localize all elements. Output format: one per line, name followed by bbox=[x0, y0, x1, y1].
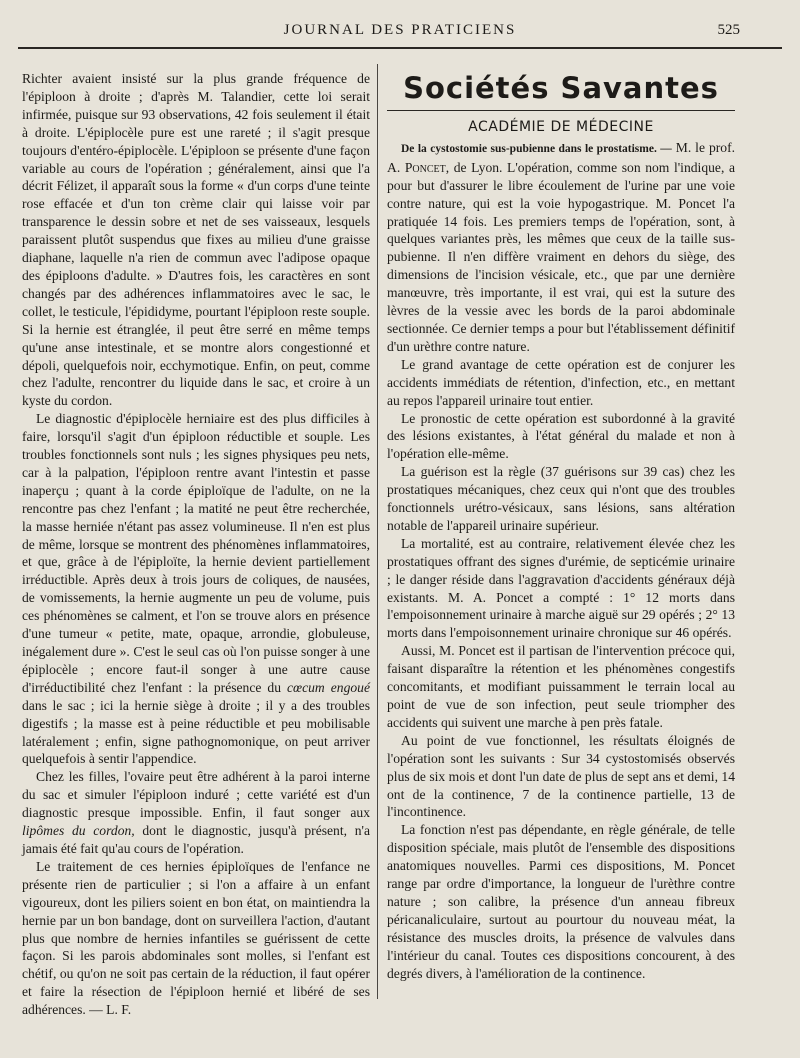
paragraph bbox=[22, 410, 370, 768]
author-name: Poncet bbox=[404, 159, 446, 175]
paragraph bbox=[22, 768, 370, 858]
banner-rule bbox=[387, 110, 735, 111]
paragraph: La fonction n'est pas dépendante, en règle générale, de telle disposition spéciale, mais plutôt de l'ensemble des dispositions anatomiques nouvelles. Parmi ces dispositions, M. Poncet range par ordre d'importance, la longueur de l'urèthre contre nature ; son calibre, la présence d'un anneau fibreux péricanaliculaire, surtout au pourtour du nouveau méat, la résistance des muscles droits, la présence de valvules dans l'intérieur du canal. Toutes ces dispositions concourent, à des degrés divers, à l'amélioration de la continence. bbox=[387, 822, 735, 981]
paragraph: Aussi, M. Poncet est il partisan de l'intervention précoce qui, faisant disparaître la rétention et les phénomènes congestifs concomitants, et modifiant puissamment le terrain local au point de vue de son infection, peut seule triompher des accidents qui suivent une marche à pen près fatale. bbox=[387, 643, 735, 730]
paragraph: Le pronostic de cette opération est subordonné à la gravité des lésions existantes, à l'état général du malade et non à l'opération elle-même. bbox=[387, 410, 735, 462]
journal-title: JOURNAL DES PRATICIENS bbox=[283, 22, 517, 38]
paragraph: Le grand avantage de cette opération est de conjurer les accidents immédiats de rétention, d'infection, etc., en mettant au repos l'appareil urinaire tout entier. bbox=[387, 356, 735, 408]
italic-term: cœcum engoué bbox=[287, 679, 370, 695]
page-header bbox=[0, 0, 800, 46]
right-column bbox=[387, 70, 735, 983]
paragraph-text: Le diagnostic d'épiplocèle herniaire est des plus difficiles à faire, lorsqu'il s'agit d'un épiploon réductible et souple. Les troubles fonctionnels sont nuls ; les signes physiques peu nets, car à la palpation, l'épiploon rentre avant l'intestin et passe inaperçu ; quant à la corde épiploïque de l'adulte, on ne la rencontre pas chez l'enfant ; la matité ne peut être recherchée, la masse herniée n'étant pas assez volumineuse. Il n'en est plus de même, lorsque se montrent des phénomènes inflammatoires, et que, grâce à de l'épiploïte, la hernie devient partiellement irréductible. Après deux à trois jours de coliques, de nausées, de vomissements, la hernie augmente un peu de volume, puis ces phénomènes se calment, et l'on se trouve alors en présence d'une tumeur « petite, mate, opaque, arrondie, globuleuse, inégalement dure ». C'est le seul cas où l'on puisse songer à une épiplocèle ; encore faut-il songer à une autre cause d'irréductibilité chez l'enfant : la présence du bbox=[22, 411, 370, 695]
page-number: 525 bbox=[717, 22, 740, 38]
paragraph: Richter avaient insisté sur la plus grande fréquence de l'épiploon à droite ; d'après M. Talandier, cette loi serait infirmée, puisque sur 93 observations, 42 fois seulement il était à droite. L'épiplocèle pure est une rareté ; il s'agit presque toujours d'entéro-épiplocèle. L'épiploon se présente d'une façon variable au cours de l'opération ; généralement, ainsi que l'a décrit Félizet, il apparaît sous la forme « d'un corps d'une teinte rose effacée et d'un ton crème clair qui laisse voir par transparence le dessin sobre et net de ses vaisseaux, lesquels paraissent plutôt suspendus que fixes au milieu d'une graisse diaphane, laquelle n'a rien de commun avec l'adipose opaque des épiploons d'adulte. » D'autres fois, les caractères en sont changés par des adhérences inflammatoires avec le sac, le collet, le testicule, l'épididyme, pourtant l'épiploon reste souple. Si la hernie est étranglée, il peut être serré en même temps qu'une anse intestinale, et se montre alors congestionné et dépoli, quelquefois noir, ecchymotique. Enfin, on peut, comme chez l'adulte, rencontrer du liquide dans le sac, et croire à un kyste du cordon. bbox=[22, 71, 370, 409]
paragraph-text: , de Lyon. L'opération, comme son nom l'indique, a pour but d'assurer le libre écoulement de l'urine par une voie contre nature, qui est la voie hypogastrique. M. Poncet l'a pratiquée 14 fois. Les premiers temps de l'opération, sont, à quelques variantes près, les mêmes que ceux de la taille sus-pubienne. Il n'en diffère vraiment en dehors du siège, des dimensions de l'incision vésicale, etc., que par une dernière manœuvre, très importante, il est vrai, qui est la suture des lèvres de la vessie avec les bords de la paroi abdominale sectionnée. Ce dernier temps a pour but l'établissement définitif d'un urèthre contre nature. bbox=[387, 159, 735, 354]
paragraph: La guérison est la règle (37 guérisons sur 39 cas) chez les prostatiques mécaniques, chez ceux qui n'ont que des troubles fonctionnels urétro-vésicaux, sans lésions, sans altération notable de l'appareil urinaire supérieur. bbox=[387, 464, 735, 533]
paragraph: La mortalité, est au contraire, relativement élevée chez les prostatiques offrant des signes d'urémie, de septicémie urinaire ; le danger réside dans l'aggravation d'accidents généraux déjà existants. M. A. Poncet a compté : 1° 12 morts dans l'empoisonnement urinaire à marche aiguë sur 29 opérés ; 2° 13 morts dans l'empoisonnement urinaire chronique sur 46 opérés. bbox=[387, 535, 735, 641]
lead-paragraph bbox=[387, 139, 735, 356]
left-column bbox=[22, 70, 370, 1019]
paragraph-text: Chez les filles, l'ovaire peut être adhérent à la paroi interne du sac et simuler l'épiploon induré ; cette variété est d'un diagnostic presque impossible. Enfin, il faut songer aux bbox=[22, 769, 370, 821]
section-title: ACADÉMIE DE MÉDECINE bbox=[468, 119, 654, 135]
paragraph: Le traitement de ces hernies épiploïques de l'enfance ne présente rien de particulier ; si l'on a affaire à un enfant vigoureux, dont les piliers soient en bon état, on maintiendra la hernie par un bon bandage, dont on surveillera l'action, d'autant plus que nombre de hernies infantiles se guérissent de cette façon. Si les parois abdominales sont molles, si l'enfant est chétif, ou qu'on ne soit pas certain de la réduction, il faut opérer et faire la résection de l'épiploon hernié et libéré de ses adhérences. — L. F. bbox=[22, 858, 370, 1018]
header-rule bbox=[18, 47, 782, 49]
section-banner: Sociétés Savantes bbox=[403, 71, 719, 105]
paragraph-text: M. le prof. A. bbox=[387, 139, 735, 175]
italic-term: lipômes du cordon, bbox=[22, 823, 135, 839]
paragraph-text: dans le sac ; ici la hernie siège à droite ; il y a des troubles digestifs ; la masse est à peine réductible et peu mobilisable latéralement ; enfin, signe pathognomonique, on peut arriver quelquefois à sentir l'appendice. bbox=[22, 697, 370, 767]
paragraph-text: dont le diagnostic, jusqu'à présent, n'a jamais été fait qu'au cours de l'opération. bbox=[22, 823, 370, 856]
column-divider bbox=[377, 64, 378, 999]
lead-heading: De la cystostomie sus-pubienne dans le prostatisme. — bbox=[401, 142, 672, 155]
paragraph: Au point de vue fonctionnel, les résultats éloignés de l'opération sont les suivants : Sur 34 cystostomisés observés plus de six mois et dont l'un date de plus de sept ans et demi, 14 ont de la continence, 7 de la continence partielle, 13 de l'incontinence. bbox=[387, 732, 735, 820]
